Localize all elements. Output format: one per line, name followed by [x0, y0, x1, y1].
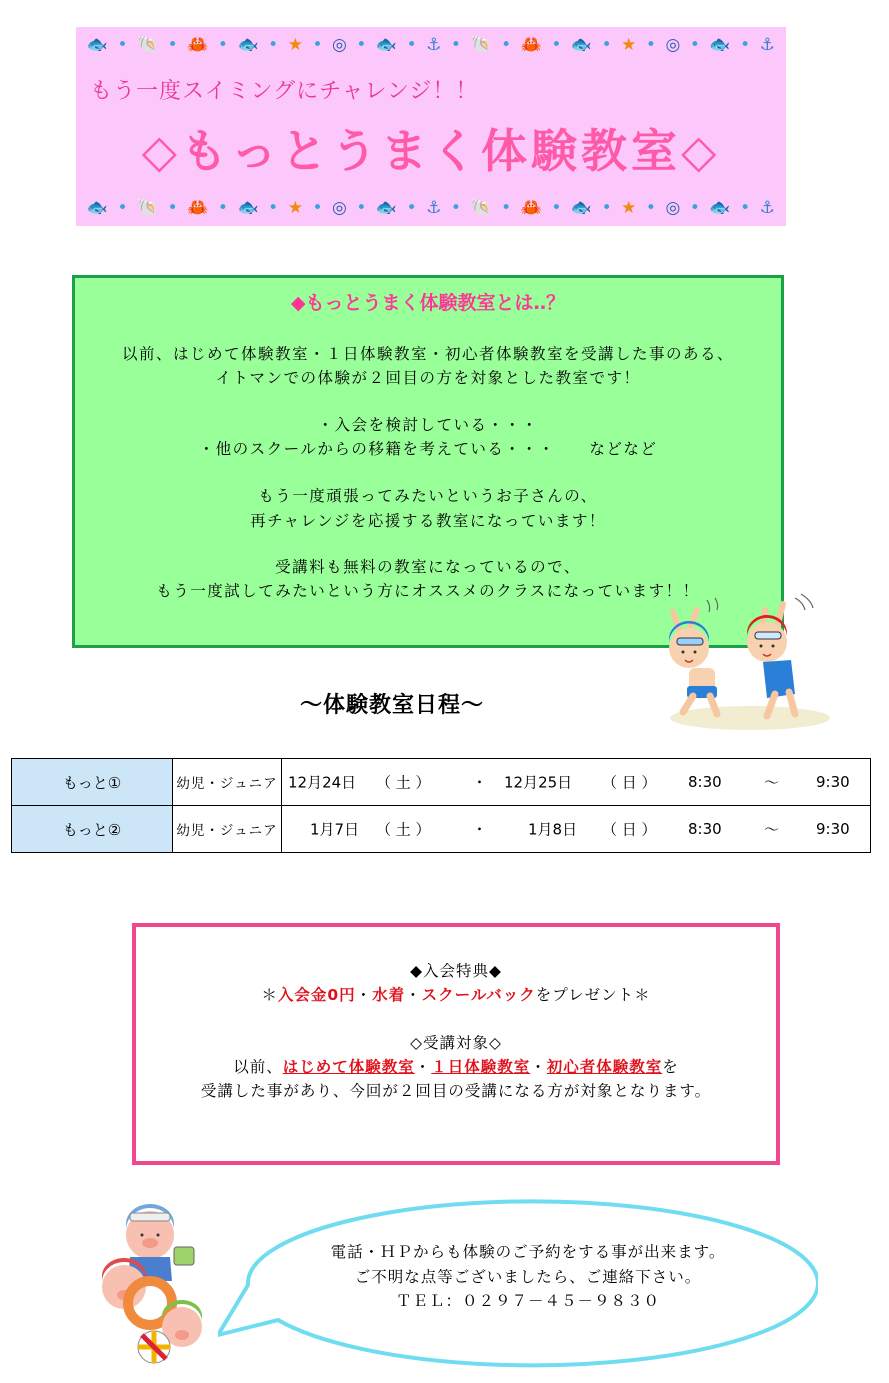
- about-line: イトマンでの体験が２回目の方を対象とした教室です！: [215, 369, 641, 387]
- tilde: ～: [764, 820, 780, 839]
- about-line: もう一度頑張ってみたいというお子さんの、: [258, 487, 598, 505]
- crab-icon: 🦀: [520, 34, 542, 55]
- table-row: [12, 806, 871, 853]
- header-banner: [76, 27, 786, 226]
- dot-icon: •: [645, 34, 656, 55]
- about-line: ・他のスクールからの移籍を考えている・・・ などなど: [198, 440, 658, 458]
- crab-icon: 🦀: [520, 197, 542, 218]
- weekday-2: （ 日 ）: [602, 773, 657, 792]
- dot-icon: •: [501, 34, 512, 55]
- swimmer-red-cap: [707, 594, 813, 716]
- starfish-icon: ★: [287, 197, 303, 218]
- dot-icon: •: [601, 34, 612, 55]
- banner-title: ◇もっとうまく体験教室◇: [141, 124, 721, 178]
- dot-icon: •: [551, 34, 562, 55]
- about-line: ・入会を検討している・・・: [317, 416, 539, 434]
- gift-swimsuit: 水着: [372, 986, 406, 1004]
- target-dot: ・: [530, 1058, 547, 1076]
- start-time: 8:30: [688, 820, 722, 838]
- contact-text: [218, 1185, 818, 1370]
- contact-line-1: 電話・ＨＰからも体験のご予約をする事が出来ます。: [330, 1243, 726, 1261]
- dot-icon: •: [450, 34, 461, 55]
- target-course-2: １日体験教室: [431, 1058, 531, 1076]
- fish-icon: 🐟: [570, 34, 593, 55]
- dot-icon: •: [450, 197, 461, 218]
- separator: ・: [472, 820, 488, 839]
- decoration-row-top: [76, 30, 786, 60]
- crab-icon: 🦀: [187, 34, 209, 55]
- gift-open: ＊: [261, 986, 278, 1004]
- gift-dot: ・: [355, 986, 373, 1004]
- dot-icon: •: [689, 197, 700, 218]
- starfish-icon: ★: [621, 34, 637, 55]
- target-prefix: 以前、: [233, 1058, 283, 1076]
- starfish-icon: ★: [287, 34, 303, 55]
- target-course-1: はじめて体験教室: [282, 1058, 415, 1076]
- dot-icon: •: [312, 34, 323, 55]
- anchor-icon: ⚓: [426, 34, 442, 55]
- dot-icon: •: [312, 197, 323, 218]
- target-heading: ◇受講対象◇: [410, 1034, 502, 1052]
- target-line-2: 受講した事があり、今回が２回目の受講になる方が対象となります。: [200, 1082, 712, 1100]
- fish-icon: 🐟: [86, 197, 108, 218]
- shell-icon: 🐚: [136, 197, 159, 218]
- dot-icon: •: [501, 197, 512, 218]
- lifebuoy-icon: ◎: [665, 34, 681, 55]
- dates-cell: [282, 759, 871, 806]
- benefit-heading: ◆入会特典◆: [410, 962, 502, 980]
- date-2: 1月8日: [528, 820, 578, 839]
- lifebuoy-icon: ◎: [665, 197, 681, 218]
- dot-icon: •: [167, 34, 178, 55]
- dot-icon: •: [601, 197, 612, 218]
- anchor-icon: ⚓: [759, 197, 775, 218]
- start-time: 8:30: [688, 773, 722, 791]
- target-course-3: 初心者体験教室: [546, 1058, 663, 1076]
- gift-fee: 入会金0円: [277, 986, 356, 1004]
- fish-icon: 🐟: [375, 34, 398, 55]
- weekday-2: （ 日 ）: [602, 820, 657, 839]
- swimmers-illustration: [655, 590, 835, 735]
- dot-icon: •: [645, 197, 656, 218]
- anchor-icon: ⚓: [426, 197, 442, 218]
- contact-phone: ＴＥＬ：０２９７－４５－９８３０: [395, 1292, 660, 1310]
- dot-icon: •: [406, 34, 417, 55]
- about-line: 再チャレンジを応援する教室になっています！: [250, 512, 606, 530]
- dot-icon: •: [406, 197, 417, 218]
- dot-icon: •: [167, 197, 178, 218]
- end-time: 9:30: [816, 820, 850, 838]
- about-line: 受講料も無料の教室になっているので、: [275, 558, 581, 576]
- starfish-icon: ★: [621, 197, 637, 218]
- schedule-title: ～体験教室日程～: [300, 693, 485, 718]
- target-line: [136, 1055, 776, 1077]
- gift-bag: スクールバック: [421, 986, 536, 1004]
- banner-subtitle: もう一度スイミングにチャレンジ！！: [90, 79, 479, 104]
- fish-icon: 🐟: [570, 197, 593, 218]
- age-group-cell: 幼児・ジュニア: [173, 806, 282, 853]
- target-suffix: を: [662, 1058, 679, 1076]
- separator: ・: [472, 773, 488, 792]
- lifebuoy-icon: ◎: [332, 34, 347, 55]
- date-2: 12月25日: [504, 773, 573, 792]
- shell-icon: 🐚: [470, 34, 492, 55]
- dot-icon: •: [268, 34, 279, 55]
- weekday-1: （ 土 ）: [376, 820, 431, 839]
- fish-icon: 🐟: [709, 34, 731, 55]
- benefit-gift-line: [136, 983, 776, 1005]
- dot-icon: •: [268, 197, 279, 218]
- weekday-1: （ 土 ）: [376, 773, 431, 792]
- dot-icon: •: [217, 34, 228, 55]
- lifebuoy-icon: ◎: [332, 197, 347, 218]
- table-row: [12, 759, 871, 806]
- fish-icon: 🐟: [709, 197, 731, 218]
- date-1: 12月24日: [288, 773, 357, 792]
- decoration-row-bottom: [76, 193, 786, 223]
- contact-line-2: ご不明な点等ございましたら、ご連絡下さい。: [354, 1268, 702, 1286]
- class-name-cell: もっと①: [12, 759, 173, 806]
- fish-icon: 🐟: [237, 197, 259, 218]
- shell-icon: 🐚: [470, 197, 492, 218]
- about-line: 以前、はじめて体験教室・１日体験教室・初心者体験教室を受講した事のある、: [121, 345, 734, 363]
- crab-icon: 🦀: [187, 197, 209, 218]
- dot-icon: •: [356, 197, 367, 218]
- fish-icon: 🐟: [375, 197, 398, 218]
- dot-icon: •: [740, 34, 751, 55]
- fish-icon: 🐟: [237, 34, 259, 55]
- tilde: ～: [764, 773, 780, 792]
- dot-icon: •: [117, 34, 128, 55]
- anchor-icon: ⚓: [759, 34, 775, 55]
- schedule-table: [11, 758, 871, 853]
- gift-dot: ・: [405, 986, 422, 1004]
- benefit-box: [132, 923, 780, 1165]
- date-1: 1月7日: [310, 820, 360, 839]
- dot-icon: •: [117, 197, 128, 218]
- dot-icon: •: [689, 34, 700, 55]
- target-dot: ・: [414, 1058, 432, 1076]
- end-time: 9:30: [816, 773, 850, 791]
- dot-icon: •: [356, 34, 367, 55]
- age-group-cell: 幼児・ジュニア: [173, 759, 282, 806]
- fish-icon: 🐟: [86, 34, 108, 55]
- swimmer-blue-cap: [669, 610, 717, 714]
- about-title: ◆もっとうまく体験教室とは‥？: [290, 292, 566, 314]
- dot-icon: •: [217, 197, 228, 218]
- gift-tail: をプレゼント＊: [535, 986, 651, 1004]
- dot-icon: •: [551, 197, 562, 218]
- dot-icon: •: [740, 197, 751, 218]
- class-name-cell: もっと②: [12, 806, 173, 853]
- shell-icon: 🐚: [136, 34, 159, 55]
- about-line: もう一度試してみたいという方にオススメのクラスになっています！！: [156, 582, 700, 600]
- dates-cell: [282, 806, 871, 853]
